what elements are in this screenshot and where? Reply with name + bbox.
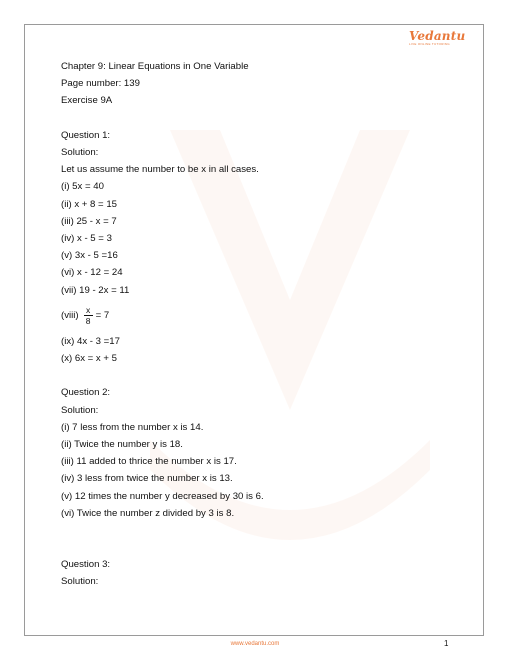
answer-item: (i) 5x = 40 xyxy=(61,181,104,193)
answer-item: (iii) 11 added to thrice the number x is 17. xyxy=(61,456,237,468)
fraction-denominator: 8 xyxy=(85,316,91,327)
fraction-rest: = 7 xyxy=(95,310,110,322)
vedantu-logo xyxy=(409,30,465,46)
question-1-intro: Let us assume the number to be x in all cases. xyxy=(61,164,259,176)
question-3-title: Question 3: xyxy=(61,559,111,571)
answer-item: (ii) x + 8 = 15 xyxy=(61,198,117,210)
fraction-item-label: (viii) xyxy=(61,310,79,322)
question-2-solution-label: Solution: xyxy=(61,404,99,416)
footer-website-link[interactable]: www.vedantu.com xyxy=(230,641,280,647)
fraction-numerator: x xyxy=(85,305,91,316)
answer-item: (vii) 19 - 2x = 11 xyxy=(61,284,130,296)
answer-item: (ii) Twice the number y is 18. xyxy=(61,439,183,451)
answer-item: (vi) x - 12 = 24 xyxy=(61,267,123,279)
answer-item: (iv) 3 less from twice the number x is 13. xyxy=(61,473,233,485)
question-3-solution-label: Solution: xyxy=(61,576,99,588)
answer-item: (i) 7 less from the number x is 14. xyxy=(61,421,204,433)
answer-item: (x) 6x = x + 5 xyxy=(61,353,117,365)
footer-page-number: 1 xyxy=(444,639,449,648)
answer-item: (iv) x - 5 = 3 xyxy=(61,233,112,245)
page-number-text: Page number: 139 xyxy=(61,78,140,90)
answer-item: (iii) 25 - x = 7 xyxy=(61,215,117,227)
logo-tagline: LIVE ONLINE TUTORING xyxy=(409,42,450,46)
logo-wordmark: Vedantu xyxy=(409,29,466,43)
document-body xyxy=(61,58,461,590)
answer-item: (v) 12 times the number y decreased by 30 is 6. xyxy=(61,490,264,502)
answer-item-fraction xyxy=(61,301,461,331)
chapter-title: Chapter 9: Linear Equations in One Variable xyxy=(61,61,249,72)
question-1-title: Question 1: xyxy=(61,129,111,141)
fraction xyxy=(84,305,93,326)
answer-item: (vi) Twice the number z divided by 3 is 8. xyxy=(61,507,235,519)
question-2-title: Question 2: xyxy=(61,387,111,399)
question-1-solution-label: Solution: xyxy=(61,147,99,158)
answer-item: (ix) 4x - 3 =17 xyxy=(61,335,120,347)
exercise-title: Exercise 9A xyxy=(61,95,113,107)
answer-item: (v) 3x - 5 =16 xyxy=(61,250,118,262)
